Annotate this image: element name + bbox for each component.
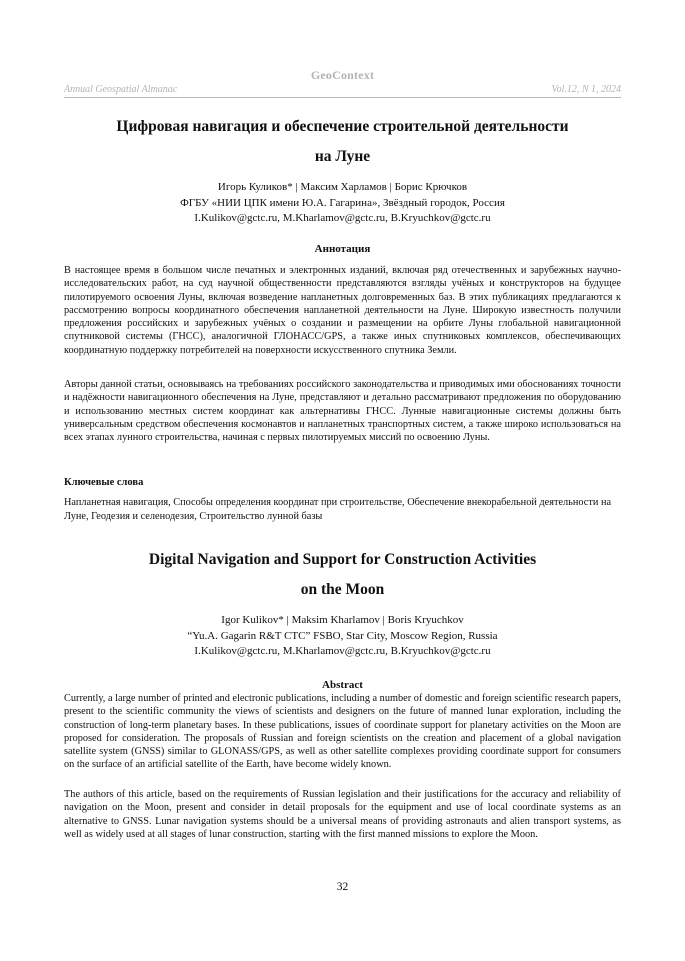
ru-authors: Игорь Куликов* | Максим Харламов | Борис Крючков (217, 181, 468, 193)
ru-abstract-paragraph-1: В настоящее время в большом числе печатных и электронных изданий, включая ряд отечественных и зарубежных научно-исследовательских работ, на суд научной общественности представляются взгляды учёных и конструкторов на будущее пилотируемого освоения Луны, включая возведение напланетных долговременных баз. В этих публикациях предлагаются к рассмотрению вопросы координатного обеспечения напланетной деятельности на Луне. Широкую известность получили предложения российских и зарубежных учёных о создании и размещении на орбите Луны глобальной навигационной спутниковой системы (ГНСС), аналогичной ГЛОНАСС/GPS, а также иных спутниковых комплексов, обеспечивающих координатную поддержку потребителей на поверхности искусственного спутника Земли. (64, 265, 621, 356)
en-abstract-paragraph-2: The authors of this article, based on the requirements of Russian legislation and their justifications for the accuracy and reliability of navigation on the Moon, present and consider in detail proposals for the equipment and use of local coordinate systems as an alternative to GNSS. Lunar navigation systems should be a universal means of providing astronauts and alien transport systems, as well as widely used at all stages of lunar construction, starting with the first manned missions to explore the Moon. (64, 789, 621, 840)
ru-keywords-heading: Ключевые слова (64, 477, 144, 488)
ru-title-line-1: Цифровая навигация и обеспечение строительной деятельности (116, 118, 569, 135)
en-authors: Igor Kulikov* | Maksim Kharlamov | Boris Kryuchkov (221, 614, 464, 626)
en-title-line-1: Digital Navigation and Support for Construction Activities (148, 551, 537, 568)
ru-abstract-heading: Аннотация (314, 243, 371, 255)
journal-name: GeoContext (310, 68, 375, 82)
en-abstract-paragraph-1: Currently, a large number of printed and electronic publications, including a number of domestic and foreign scientific research papers, present to the scientific community the views of scientists and designers on the future of manned lunar exploration, including the construction of long-term planetary bases. In these publications, issues of coordinate support for planetary activities on the Moon are proposed for consideration. The proposals of Russian and foreign scientists on the creation and placement of a global navigation satellite system (GNSS) similar to GLONASS/GPS, as well as other satellite complexes providing coordinate support for consumers on the surface of an artificial satellite of the Earth, have become widely known. (64, 693, 621, 771)
en-emails: I.Kulikov@gctc.ru, M.Kharlamov@gctc.ru, B.Kryuchkov@gctc.ru (194, 645, 491, 657)
en-title (64, 545, 621, 605)
series-name: Annual Geospatial Almanac (64, 84, 178, 95)
ru-affiliation: ФГБУ «НИИ ЦПК имени Ю.А. Гагарина», Звёздный городок, Россия (180, 196, 505, 209)
volume-info: Vol.12, N 1, 2024 (551, 84, 621, 95)
ru-author-block (64, 180, 621, 227)
en-affiliation: “Yu.A. Gagarin R&T CTC” FSBO, Star City, Moscow Region, Russia (187, 629, 498, 642)
ru-title-line-2: на Луне (314, 148, 371, 165)
en-author-block (64, 613, 621, 660)
ru-keywords: Напланетная навигация, Способы определения координат при строительстве, Обеспечение внекорабельной деятельности на Луне, Геодезия и селенодезия, Строительство лунной базы (64, 497, 612, 522)
en-title-line-2: on the Moon (300, 581, 385, 598)
running-header (64, 84, 621, 98)
en-abstract-heading: Abstract (322, 679, 363, 691)
ru-title (64, 112, 621, 172)
ru-abstract-paragraph-2: Авторы данной статьи, основываясь на требованиях российского законодательства и приводимых ими обоснованиях точности и надёжности навигационного обеспечения на Луне, представляют и детально рассматривают предложения по оборудованию и использованию местных систем координат как альтернативы ГНСС. Лунные навигационные системы должны быть универсальным средством обеспечения космонавтов и напланетных транспортных систем, а также широко использоваться на всех этапах лунного строительства, начиная с первых пилотируемых миссий по освоению Луны. (64, 379, 621, 443)
ru-emails: I.Kulikov@gctc.ru, M.Kharlamov@gctc.ru, B.Kryuchkov@gctc.ru (194, 212, 491, 224)
page-number: 32 (336, 881, 349, 893)
